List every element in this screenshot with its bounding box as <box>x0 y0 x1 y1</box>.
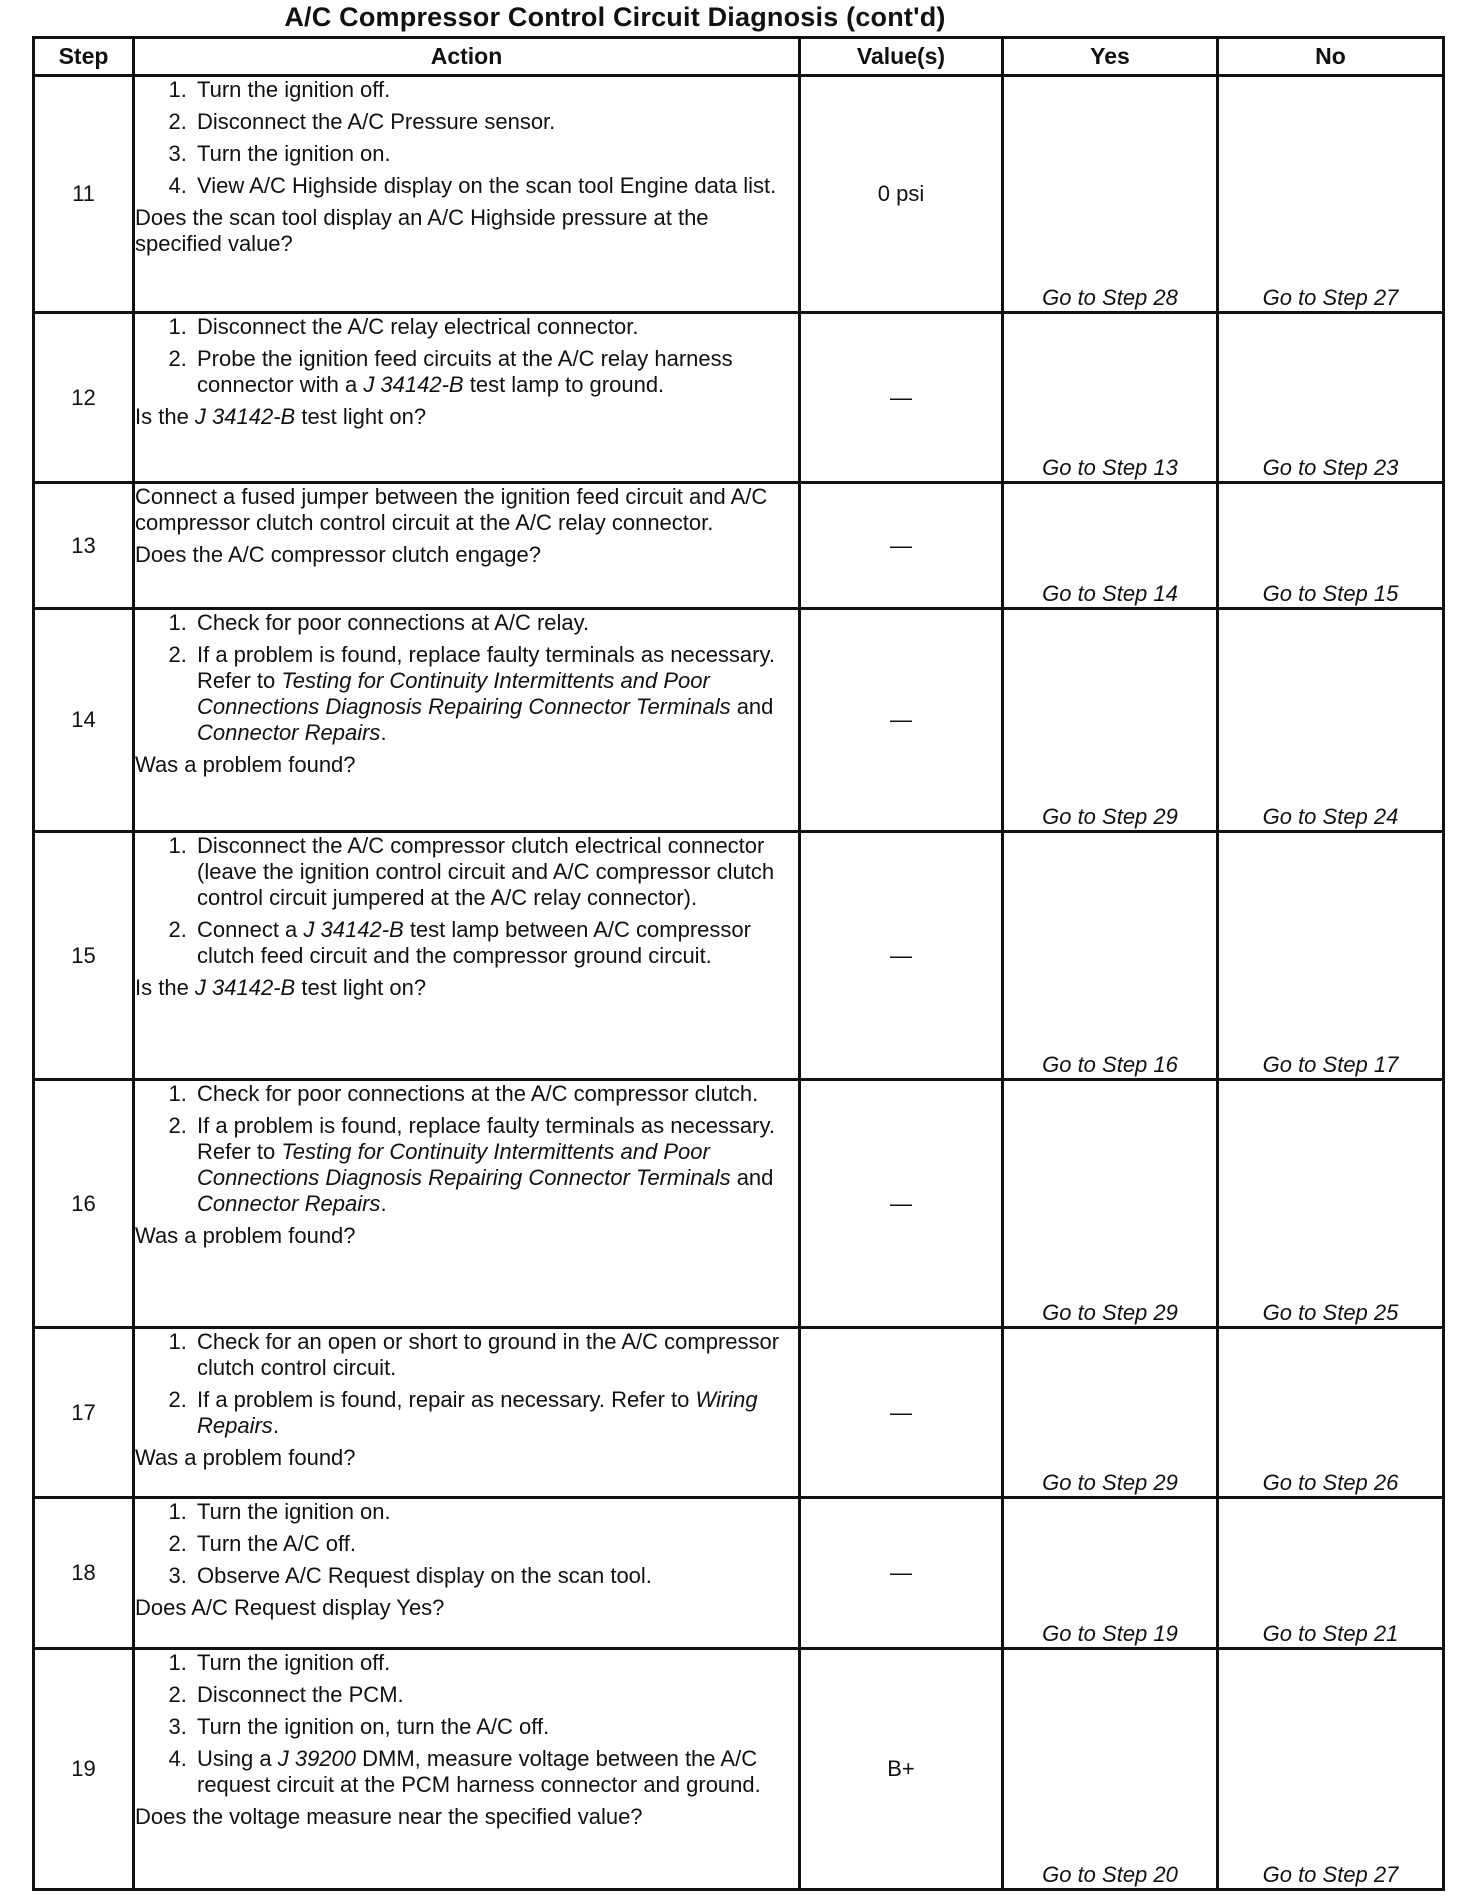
action-step <box>193 1113 798 1217</box>
action-text: Connect a fused jumper between the ignition feed circuit and A/C compressor clutch control circuit at the A/C relay connector. <box>135 484 768 535</box>
action-question <box>135 404 798 430</box>
value-cell: — <box>800 483 1003 609</box>
value-cell: — <box>800 1328 1003 1498</box>
table-row <box>34 832 1444 1080</box>
tool-reference: J 34142-B <box>303 917 404 942</box>
action-cell <box>134 1080 800 1328</box>
table-row <box>34 1328 1444 1498</box>
question-text: test light on? <box>295 975 427 1000</box>
no-cell: Go to Step 15 <box>1218 483 1444 609</box>
action-step-text: and <box>730 694 774 719</box>
action-step: 3. Turn the ignition on, turn the A/C off. <box>193 1714 798 1740</box>
action-steps-list <box>135 1650 798 1798</box>
table-row <box>34 1080 1444 1328</box>
no-cell: Go to Step 17 <box>1218 832 1444 1080</box>
action-steps-list <box>135 610 798 746</box>
column-header-values: Value(s) <box>800 38 1003 76</box>
action-steps-list <box>135 77 798 199</box>
step-number: 17 <box>34 1328 134 1498</box>
value-cell: B+ <box>800 1649 1003 1890</box>
value-cell: — <box>800 832 1003 1080</box>
action-cell <box>134 1649 800 1890</box>
yes-cell: Go to Step 29 <box>1003 1328 1218 1498</box>
manual-reference: Testing for Continuity Intermittents and Poor Connections Diagnosis Repairing Connector Terminals <box>197 668 731 719</box>
action-step <box>193 642 798 746</box>
no-cell: Go to Step 27 <box>1218 76 1444 313</box>
table-row <box>34 609 1444 832</box>
action-step <box>193 346 798 398</box>
step-number: 18 <box>34 1498 134 1649</box>
action-step-text: Connect a <box>197 917 304 942</box>
yes-cell: Go to Step 19 <box>1003 1498 1218 1649</box>
action-question: Does the A/C compressor clutch engage? <box>135 542 542 567</box>
no-cell: Go to Step 23 <box>1218 313 1444 483</box>
no-cell: Go to Step 26 <box>1218 1328 1444 1498</box>
action-step: 2. Turn the A/C off. <box>193 1531 798 1557</box>
action-question: Does the voltage measure near the specified value? <box>135 1804 643 1829</box>
no-cell: Go to Step 27 <box>1218 1649 1444 1890</box>
action-step: 1. Turn the ignition off. <box>193 77 798 103</box>
step-number: 12 <box>34 313 134 483</box>
step-number: 11 <box>34 76 134 313</box>
action-step: 3. Observe A/C Request display on the scan tool. <box>193 1563 798 1589</box>
column-header-step: Step <box>34 38 134 76</box>
action-step: 1. Disconnect the A/C relay electrical connector. <box>193 314 798 340</box>
action-step-text: If a problem is found, repair as necessary. Refer to <box>197 1387 696 1412</box>
table-row <box>34 76 1444 313</box>
value-cell: — <box>800 1080 1003 1328</box>
action-step: 2. Disconnect the A/C Pressure sensor. <box>193 109 798 135</box>
step-number: 16 <box>34 1080 134 1328</box>
diagnosis-table <box>32 36 1445 1891</box>
table-header-row <box>34 38 1444 76</box>
action-step-text: . <box>380 720 387 745</box>
action-step: 1. Disconnect the A/C compressor clutch electrical connector (leave the ignition control circuit and A/C compressor clutch control circuit jumpered at the A/C relay connector). <box>193 833 798 911</box>
action-step-text: Using a <box>197 1746 278 1771</box>
step-number: 19 <box>34 1649 134 1890</box>
step-number: 15 <box>34 832 134 1080</box>
value-cell: — <box>800 609 1003 832</box>
action-step: 1. Check for poor connections at the A/C compressor clutch. <box>193 1081 798 1107</box>
table-row <box>34 313 1444 483</box>
action-step-text: test lamp between A/C compressor clutch feed circuit and the compressor ground circuit. <box>197 917 751 968</box>
action-question: Was a problem found? <box>135 1445 356 1470</box>
yes-cell: Go to Step 20 <box>1003 1649 1218 1890</box>
column-header-action: Action <box>134 38 800 76</box>
action-question: Does the scan tool display an A/C Highside pressure at the specified value? <box>135 205 709 256</box>
action-cell <box>134 1328 800 1498</box>
table-row <box>34 1649 1444 1890</box>
table-row <box>34 1498 1444 1649</box>
action-cell <box>134 76 800 313</box>
yes-cell: Go to Step 16 <box>1003 832 1218 1080</box>
page-title: A/C Compressor Control Circuit Diagnosis (cont'd) <box>284 2 946 32</box>
action-step-text: If a problem is found, replace faulty terminals as necessary. Refer to <box>197 642 775 693</box>
action-step-text: and <box>730 1165 774 1190</box>
tool-reference: J 34142-B <box>363 372 464 397</box>
column-header-yes: Yes <box>1003 38 1218 76</box>
yes-cell: Go to Step 13 <box>1003 313 1218 483</box>
manual-reference: Connector Repairs <box>197 1191 381 1216</box>
action-step: 1. Turn the ignition off. <box>193 1650 798 1676</box>
action-step: 4. View A/C Highside display on the scan tool Engine data list. <box>193 173 798 199</box>
step-number: 14 <box>34 609 134 832</box>
action-cell <box>134 483 800 609</box>
question-text: test light on? <box>295 404 427 429</box>
yes-cell: Go to Step 28 <box>1003 76 1218 313</box>
question-text: Is the <box>135 404 195 429</box>
action-step: 3. Turn the ignition on. <box>193 141 798 167</box>
action-cell <box>134 1498 800 1649</box>
action-step-text: . <box>272 1413 279 1438</box>
no-cell: Go to Step 25 <box>1218 1080 1444 1328</box>
manual-reference: Connector Repairs <box>197 720 381 745</box>
no-cell: Go to Step 21 <box>1218 1498 1444 1649</box>
action-steps-list <box>135 1499 798 1589</box>
action-steps-list <box>135 1329 798 1439</box>
table-row <box>34 483 1444 609</box>
yes-cell: Go to Step 14 <box>1003 483 1218 609</box>
yes-cell: Go to Step 29 <box>1003 1080 1218 1328</box>
yes-cell: Go to Step 29 <box>1003 609 1218 832</box>
action-step: 1. Check for an open or short to ground in the A/C compressor clutch control circuit. <box>193 1329 798 1381</box>
action-cell <box>134 313 800 483</box>
action-step-text: Probe the ignition feed circuits at the A/C relay harness connector with a <box>197 346 733 397</box>
action-steps-list <box>135 833 798 969</box>
column-header-no: No <box>1218 38 1444 76</box>
value-cell: — <box>800 1498 1003 1649</box>
action-question: Was a problem found? <box>135 1223 356 1248</box>
value-cell: — <box>800 313 1003 483</box>
manual-reference: Wiring Repairs <box>197 1387 758 1438</box>
action-step-text: test lamp to ground. <box>463 372 665 397</box>
action-step <box>193 1387 798 1439</box>
action-step: 1. Check for poor connections at A/C relay. <box>193 610 798 636</box>
step-number: 13 <box>34 483 134 609</box>
value-cell: 0 psi <box>800 76 1003 313</box>
action-question: Was a problem found? <box>135 752 356 777</box>
action-question: Does A/C Request display Yes? <box>135 1595 445 1620</box>
tool-reference: J 34142-B <box>194 404 296 429</box>
action-step-text: DMM, measure voltage between the A/C request circuit at the PCM harness connector and ground. <box>197 1746 761 1797</box>
action-steps-list <box>135 1081 798 1217</box>
action-steps-list <box>135 314 798 398</box>
action-step <box>193 917 798 969</box>
action-cell <box>134 609 800 832</box>
action-step: 1. Turn the ignition on. <box>193 1499 798 1525</box>
action-step-text: . <box>380 1191 387 1216</box>
no-cell: Go to Step 24 <box>1218 609 1444 832</box>
action-cell <box>134 832 800 1080</box>
tool-reference: J 34142-B <box>194 975 296 1000</box>
table-body <box>34 76 1444 1890</box>
action-step: 2. Disconnect the PCM. <box>193 1682 798 1708</box>
action-question <box>135 975 798 1001</box>
action-step-text: If a problem is found, replace faulty terminals as necessary. Refer to <box>197 1113 775 1164</box>
action-step <box>193 1746 798 1798</box>
question-text: Is the <box>135 975 195 1000</box>
tool-reference: J 39200 <box>277 1746 357 1771</box>
manual-reference: Testing for Continuity Intermittents and Poor Connections Diagnosis Repairing Connector Terminals <box>197 1139 731 1190</box>
